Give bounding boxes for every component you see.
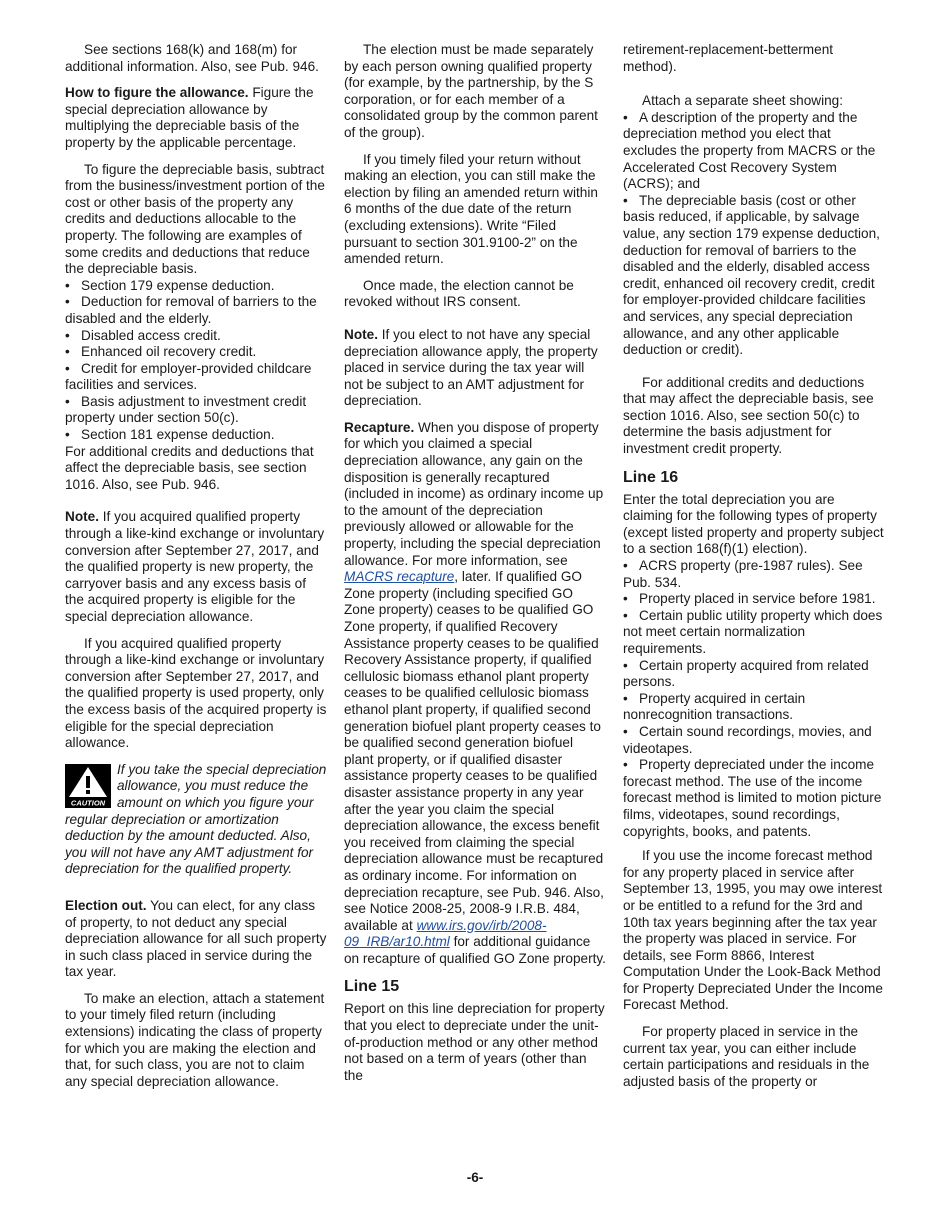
paragraph: To make an election, attach a statement to your timely filed return (including extensions) indicating the class of property for which you are making the election and that, for such class, you are not to claim any special depreciation allowance. bbox=[65, 990, 325, 1089]
list-item: • Section 181 expense deduction. bbox=[65, 427, 275, 443]
paragraph: Report on this line depreciation for property that you elect to depreciate under the unit-of-production method or any other method not based on a term of years (other than the bbox=[344, 1001, 605, 1083]
page-number: -6- bbox=[466, 1170, 484, 1185]
paragraph: Once made, the election cannot be revoked without IRS consent. bbox=[344, 277, 574, 310]
list-item: • A description of the property and the depreciation method you elect that excludes the property from MACRS or the Accelerated Cost Recovery System (ACRS); and bbox=[623, 109, 876, 192]
list-item: • Section 179 expense deduction. bbox=[65, 277, 275, 293]
paragraph: How to figure the allowance. Figure the special depreciation allowance by multiplying the depreciable basis of the property by the applicable percentage. bbox=[65, 85, 314, 150]
paragraph: Enter the total depreciation you are claiming for the following types of property (except listed property and property subject to a section 168(f)(1) election). bbox=[623, 491, 884, 557]
bullet-list bbox=[65, 278, 327, 444]
list-item: • Certain property acquired from related persons. bbox=[623, 657, 869, 690]
list-item: • Deduction for removal of barriers to the disabled and the elderly. bbox=[65, 294, 317, 326]
list-item: • Property acquired in certain nonrecognition transactions. bbox=[623, 690, 806, 723]
section-heading-line-16: Line 16 bbox=[623, 468, 679, 486]
paragraph: For additional credits and deductions that affect the depreciable basis, see section 1016. Also, see Pub. 946. bbox=[65, 443, 314, 492]
paragraph: For property placed in service in the current tax year, you can either include certain participations and residuals in the adjusted basis of the property or bbox=[623, 1024, 870, 1089]
list-item: • Property depreciated under the income forecast method. The use of the income forecast method is limited to motion picture films, videotapes, sound recordings, copyrights, books, and patents. bbox=[623, 757, 882, 839]
list-item: • Certain public utility property which does not meet certain normalization requirements. bbox=[623, 607, 883, 656]
paragraph: The election must be made separately by each person owning qualified property (for example, by the partnership, by the S corporation, or for each member of a consolidated group by the common parent of the group). bbox=[344, 42, 598, 140]
list-item: • Certain sound recordings, movies, and videotapes. bbox=[623, 723, 872, 756]
section-heading-line-15: Line 15 bbox=[344, 978, 400, 996]
caution-text: If you take the special depreciation allowance, you must reduce the amount on which you figure your regular depreciation or amortization deduction by the amount deducted. Also, you will not have any AMT adjustment for depreciation for the qualified property. bbox=[65, 761, 327, 877]
note-paragraph: Note. If you acquired qualified property through a like-kind exchange or involuntary conversion after September 27, 2017, and the qualified property is new property, the carryover basis and any excess basis of the acquired property is eligible for the special depreciation allowance. bbox=[65, 509, 325, 624]
bullet-list bbox=[623, 110, 885, 359]
list-item: • Credit for employer-provided childcare facilities and services. bbox=[65, 360, 312, 393]
irs-irb-link[interactable]: www.irs.gov/irb/2008-09_IRB/ar10.html bbox=[344, 917, 547, 950]
paragraph: If you timely filed your return without making an election, you can still make the election by filing an amended return within 6 months of the due date of the return (excluding extensions). Write “Filed pursuant to section 301.9100-2” on the amended return. bbox=[344, 151, 598, 267]
column-3 bbox=[623, 42, 885, 1100]
bullet-list bbox=[623, 558, 885, 840]
note-paragraph: Note. If you elect to not have any special depreciation allowance apply, the property placed in service during the tax year will not be subject to an AMT adjustment for depreciation. bbox=[344, 326, 598, 409]
paragraph: For additional credits and deductions that may affect the depreciable basis, see section 1016. Also, see section 50(c) to determine the basis adjustment for investment credit property. bbox=[623, 374, 874, 457]
paragraph: Attach a separate sheet showing: bbox=[642, 93, 844, 109]
list-item: • Property placed in service before 1981. bbox=[623, 591, 876, 607]
paragraph: Election out. You can elect, for any class of property, to not deduct any special depreciation allowance for all such property in such class placed in service during the tax year. bbox=[65, 897, 327, 980]
paragraph: If you use the income forecast method for any property placed in service after September 13, 1995, you may owe interest or be entitled to a refund for the 3rd and 10th tax years beginning after the tax year the property was placed in service. For details, see Form 8866, Interest Computation Under the Look-Back Method for Property Depreciated Under the Income Forecast Method. bbox=[623, 848, 883, 1013]
caution-label: CAUTION bbox=[70, 798, 106, 808]
caution-icon bbox=[65, 764, 111, 808]
list-item: • ACRS property (pre-1987 rules). See Pub. 534. bbox=[623, 558, 863, 590]
paragraph: If you acquired qualified property through a like-kind exchange or involuntary conversion after September 27, 2017, and the qualified property is used property, only the excess basis of the acquired property is eligible for the special depreciation allowance. bbox=[65, 635, 327, 751]
column-1 bbox=[65, 42, 327, 1100]
paragraph: retirement-replacement-betterment method). bbox=[623, 42, 834, 74]
macrs-recapture-link[interactable]: MACRS recapture bbox=[344, 569, 455, 585]
paragraph: See sections 168(k) and 168(m) for additional information. Also, see Pub. 946. bbox=[65, 42, 319, 74]
recapture-paragraph: Recapture. When you dispose of property for which you claimed a special depreciation allowance, any gain on the disposition is generally recaptured (included in income) as ordinary income up to the amount of the depreciation previously allowed or allowable for the property, including the special depreciation allowance. For more information, see MACRS recapture, later. If qualified GO Zone property (including specified GO Zone property) ceases to be qualified GO Zone property, if qualified Recovery Assistance property ceases to be qualified Recovery Assistance property, if qualified cellulosic biomass ethanol plant property ceases to be qualified cellulosic biomass ethanol plant property, if qualified second generation biofuel plant property ceases to be qualified second generation biofuel plant property, or if qualified disaster assistance property ceases to be qualified disaster assistance property in any year after the year you claim the special depreciation allowance, the excess benefit you received from claiming the special depreciation allowance must be recaptured as ordinary income. For information on depreciation recapture, see Pub. 946. Also, see Notice 2008-25, 2008-9 I.R.B. 484, available at www.irs.gov/irb/2008-09_IRB/ar10.html for additional guidance on recapture of qualified GO Zone property. bbox=[344, 419, 606, 966]
run-in-heading: How to figure the allowance. bbox=[65, 85, 249, 101]
paragraph: To figure the depreciable basis, subtract from the business/investment portion of the cost or other basis of the property any credits and deductions allocable to the property. The following are examples of some credits and deductions that reduce the depreciable basis. bbox=[65, 161, 325, 277]
list-item: • The depreciable basis (cost or other basis reduced, if applicable, by salvage value, any section 179 expense deduction, deduction for removal of barriers to the disabled and the elderly, disabled access credit, enhanced oil recovery credit, credit for employer-provided childcare facilities and services, any special depreciation allowance, and any other applicable deduction or credit). bbox=[623, 192, 880, 358]
list-item: • Basis adjustment to investment credit property under section 50(c). bbox=[65, 393, 307, 426]
list-item: • Enhanced oil recovery credit. bbox=[65, 344, 257, 360]
caution-box bbox=[65, 762, 327, 878]
column-2 bbox=[344, 42, 606, 1094]
list-item: • Disabled access credit. bbox=[65, 327, 221, 343]
